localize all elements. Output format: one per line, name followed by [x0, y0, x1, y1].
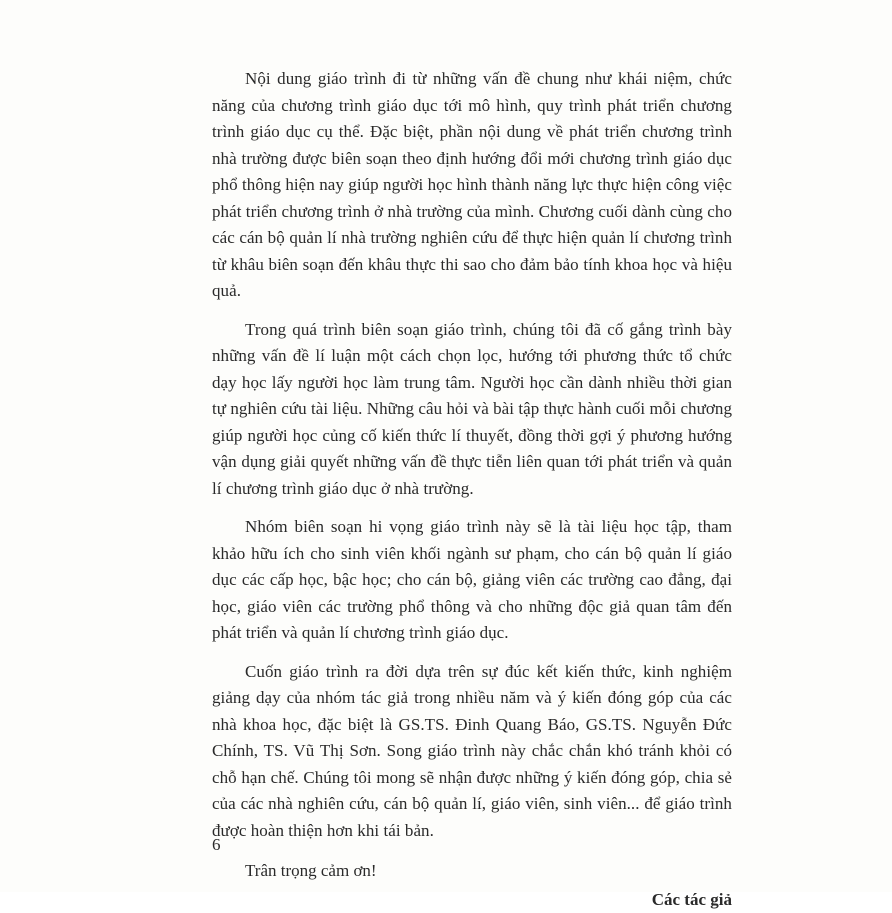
- page-number: 6: [212, 835, 221, 854]
- closing-thanks: Trân trọng cảm ơn!: [245, 861, 377, 880]
- paragraph-acknowledgements: Cuốn giáo trình ra đời dựa trên sự đúc kết kiến thức, kinh nghiệm giảng dạy của nhóm tác giả trong nhiều năm và ý kiến đóng góp của các nhà khoa học, đặc biệt là GS.TS. Đinh Quang Báo, GS.TS. Nguyễn Đức Chính, TS. Vũ Thị Sơn. Song giáo trình này chắc chắn khó tránh khỏi có chỗ hạn chế. Chúng tôi mong sẽ nhận được những ý kiến đóng góp, chia sẻ của các nhà nghiên cứu, cán bộ quản lí, giáo viên, sinh viên... để giáo trình được hoàn thiện hơn khi tái bản.: [212, 661, 732, 840]
- page-content: [212, 66, 732, 913]
- authors-signature: Các tác giả: [651, 890, 732, 909]
- paragraph-intended-readers: Nhóm biên soạn hi vọng giáo trình này sẽ là tài liệu học tập, tham khảo hữu ích cho sinh viên khối ngành sư phạm, cho cán bộ quản lí giáo dục các cấp học, bậc học; cho cán bộ, giảng viên các trường cao đẳng, đại học, giáo viên các trường phổ thông và cho những độc giả quan tâm đến phát triển và quản lí chương trình giáo dục.: [212, 517, 732, 642]
- paragraph-content-overview: Nội dung giáo trình đi từ những vấn đề chung như khái niệm, chức năng của chương trình giáo dục tới mô hình, quy trình phát triển chương trình giáo dục cụ thể. Đặc biệt, phần nội dung về phát triển chương trình nhà trường được biên soạn theo định hướng đổi mới chương trình giáo dục phổ thông hiện nay giúp người học hình thành năng lực thực hiện công việc phát triển chương trình ở nhà trường của mình. Chương cuối dành cùng cho các cán bộ quản lí nhà trường nghiên cứu để thực hiện quản lí chương trình từ khâu biên soạn đến khâu thực thi sao cho đảm bảo tính khoa học và hiệu quả.: [212, 69, 732, 300]
- paragraph-compilation-process: Trong quá trình biên soạn giáo trình, chúng tôi đã cố gắng trình bày những vấn đề lí luận một cách chọn lọc, hướng tới phương thức tổ chức dạy học lấy người học làm trung tâm. Người học cần dành nhiều thời gian tự nghiên cứu tài liệu. Những câu hỏi và bài tập thực hành cuối mỗi chương giúp người học củng cố kiến thức lí thuyết, đồng thời gợi ý phương hướng vận dụng giải quyết những vấn đề thực tiễn liên quan tới phát triển và quản lí chương trình giáo dục ở nhà trường.: [212, 319, 732, 498]
